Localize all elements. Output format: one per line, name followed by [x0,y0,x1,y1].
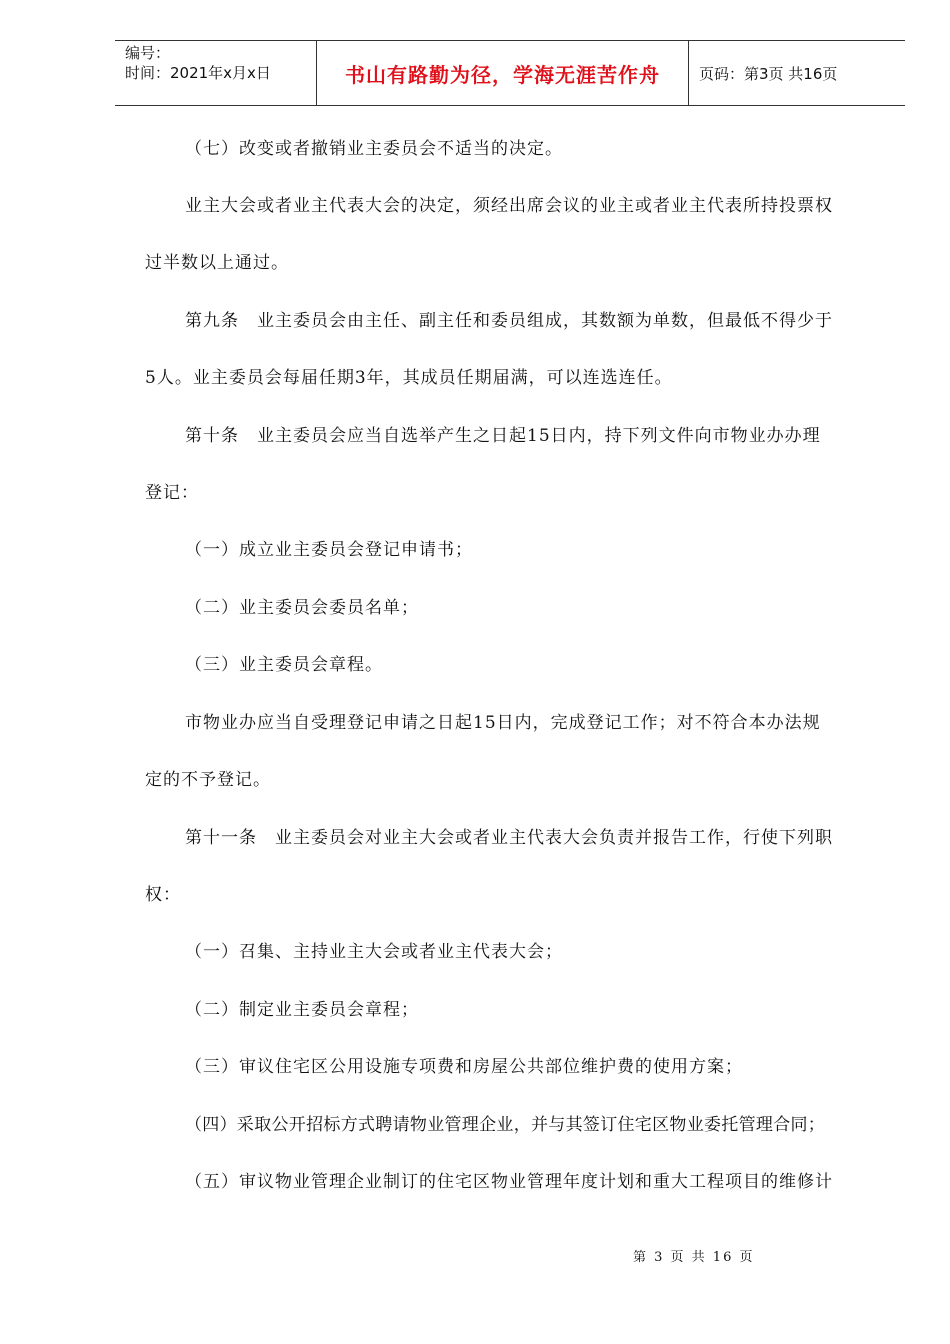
page-footer: 第 3 页 共 16 页 [633,1250,755,1265]
paragraph-line: （三）审议住宅区公用设施专项费和房屋公共部位维护费的使用方案； [185,1057,743,1077]
paragraph-line: 定的不予登记。 [145,770,271,790]
header-meta [115,41,316,105]
paragraph-line: （一）召集、主持业主大会或者业主代表大会； [185,942,563,962]
time-label: 时间：2021年x月x日 [125,64,271,82]
header-page-info [689,41,905,105]
paragraph-line: （四）采取公开招标方式聘请物业管理企业，并与其签订住宅区物业委托管理合同； [185,1115,826,1135]
paragraph-line: （二）业主委员会委员名单； [185,598,419,618]
paragraph-line: （七）改变或者撤销业主委员会不适当的决定。 [185,139,563,159]
page-info-text: 页码：第3页 共16页 [699,64,838,83]
paragraph-line: 业主大会或者业主代表大会的决定，须经出席会议的业主或者业主代表所持投票权 [185,196,833,216]
paragraph-line: （二）制定业主委员会章程； [185,1000,419,1020]
paragraph-line: 第十条 业主委员会应当自选举产生之日起15日内，持下列文件向市物业办办理 [185,426,821,446]
paragraph-line: 权： [145,885,181,905]
header-motto-cell [316,41,689,105]
serial-label: 编号： [125,44,171,62]
paragraph-line: （一）成立业主委员会登记申请书； [185,540,473,560]
paragraph-line: 第九条 业主委员会由主任、副主任和委员组成，其数额为单数，但最低不得少于 [185,311,833,331]
paragraph-line: 登记： [145,483,199,503]
paragraph-line: （五）审议物业管理企业制订的住宅区物业管理年度计划和重大工程项目的维修计 [185,1172,833,1192]
paragraph-line: 第十一条 业主委员会对业主大会或者业主代表大会负责并报告工作，行使下列职 [185,828,833,848]
motto-text: 书山有路勤为径，学海无涯苦作舟 [345,62,660,87]
paragraph-line: 5人。业主委员会每届任期3年，其成员任期届满，可以连选连任。 [145,368,673,388]
paragraph-line: 过半数以上通过。 [145,253,289,273]
page-header [115,40,905,106]
paragraph-line: （三）业主委员会章程。 [185,655,383,675]
paragraph-line: 市物业办应当自受理登记申请之日起15日内，完成登记工作；对不符合本办法规 [185,713,821,733]
